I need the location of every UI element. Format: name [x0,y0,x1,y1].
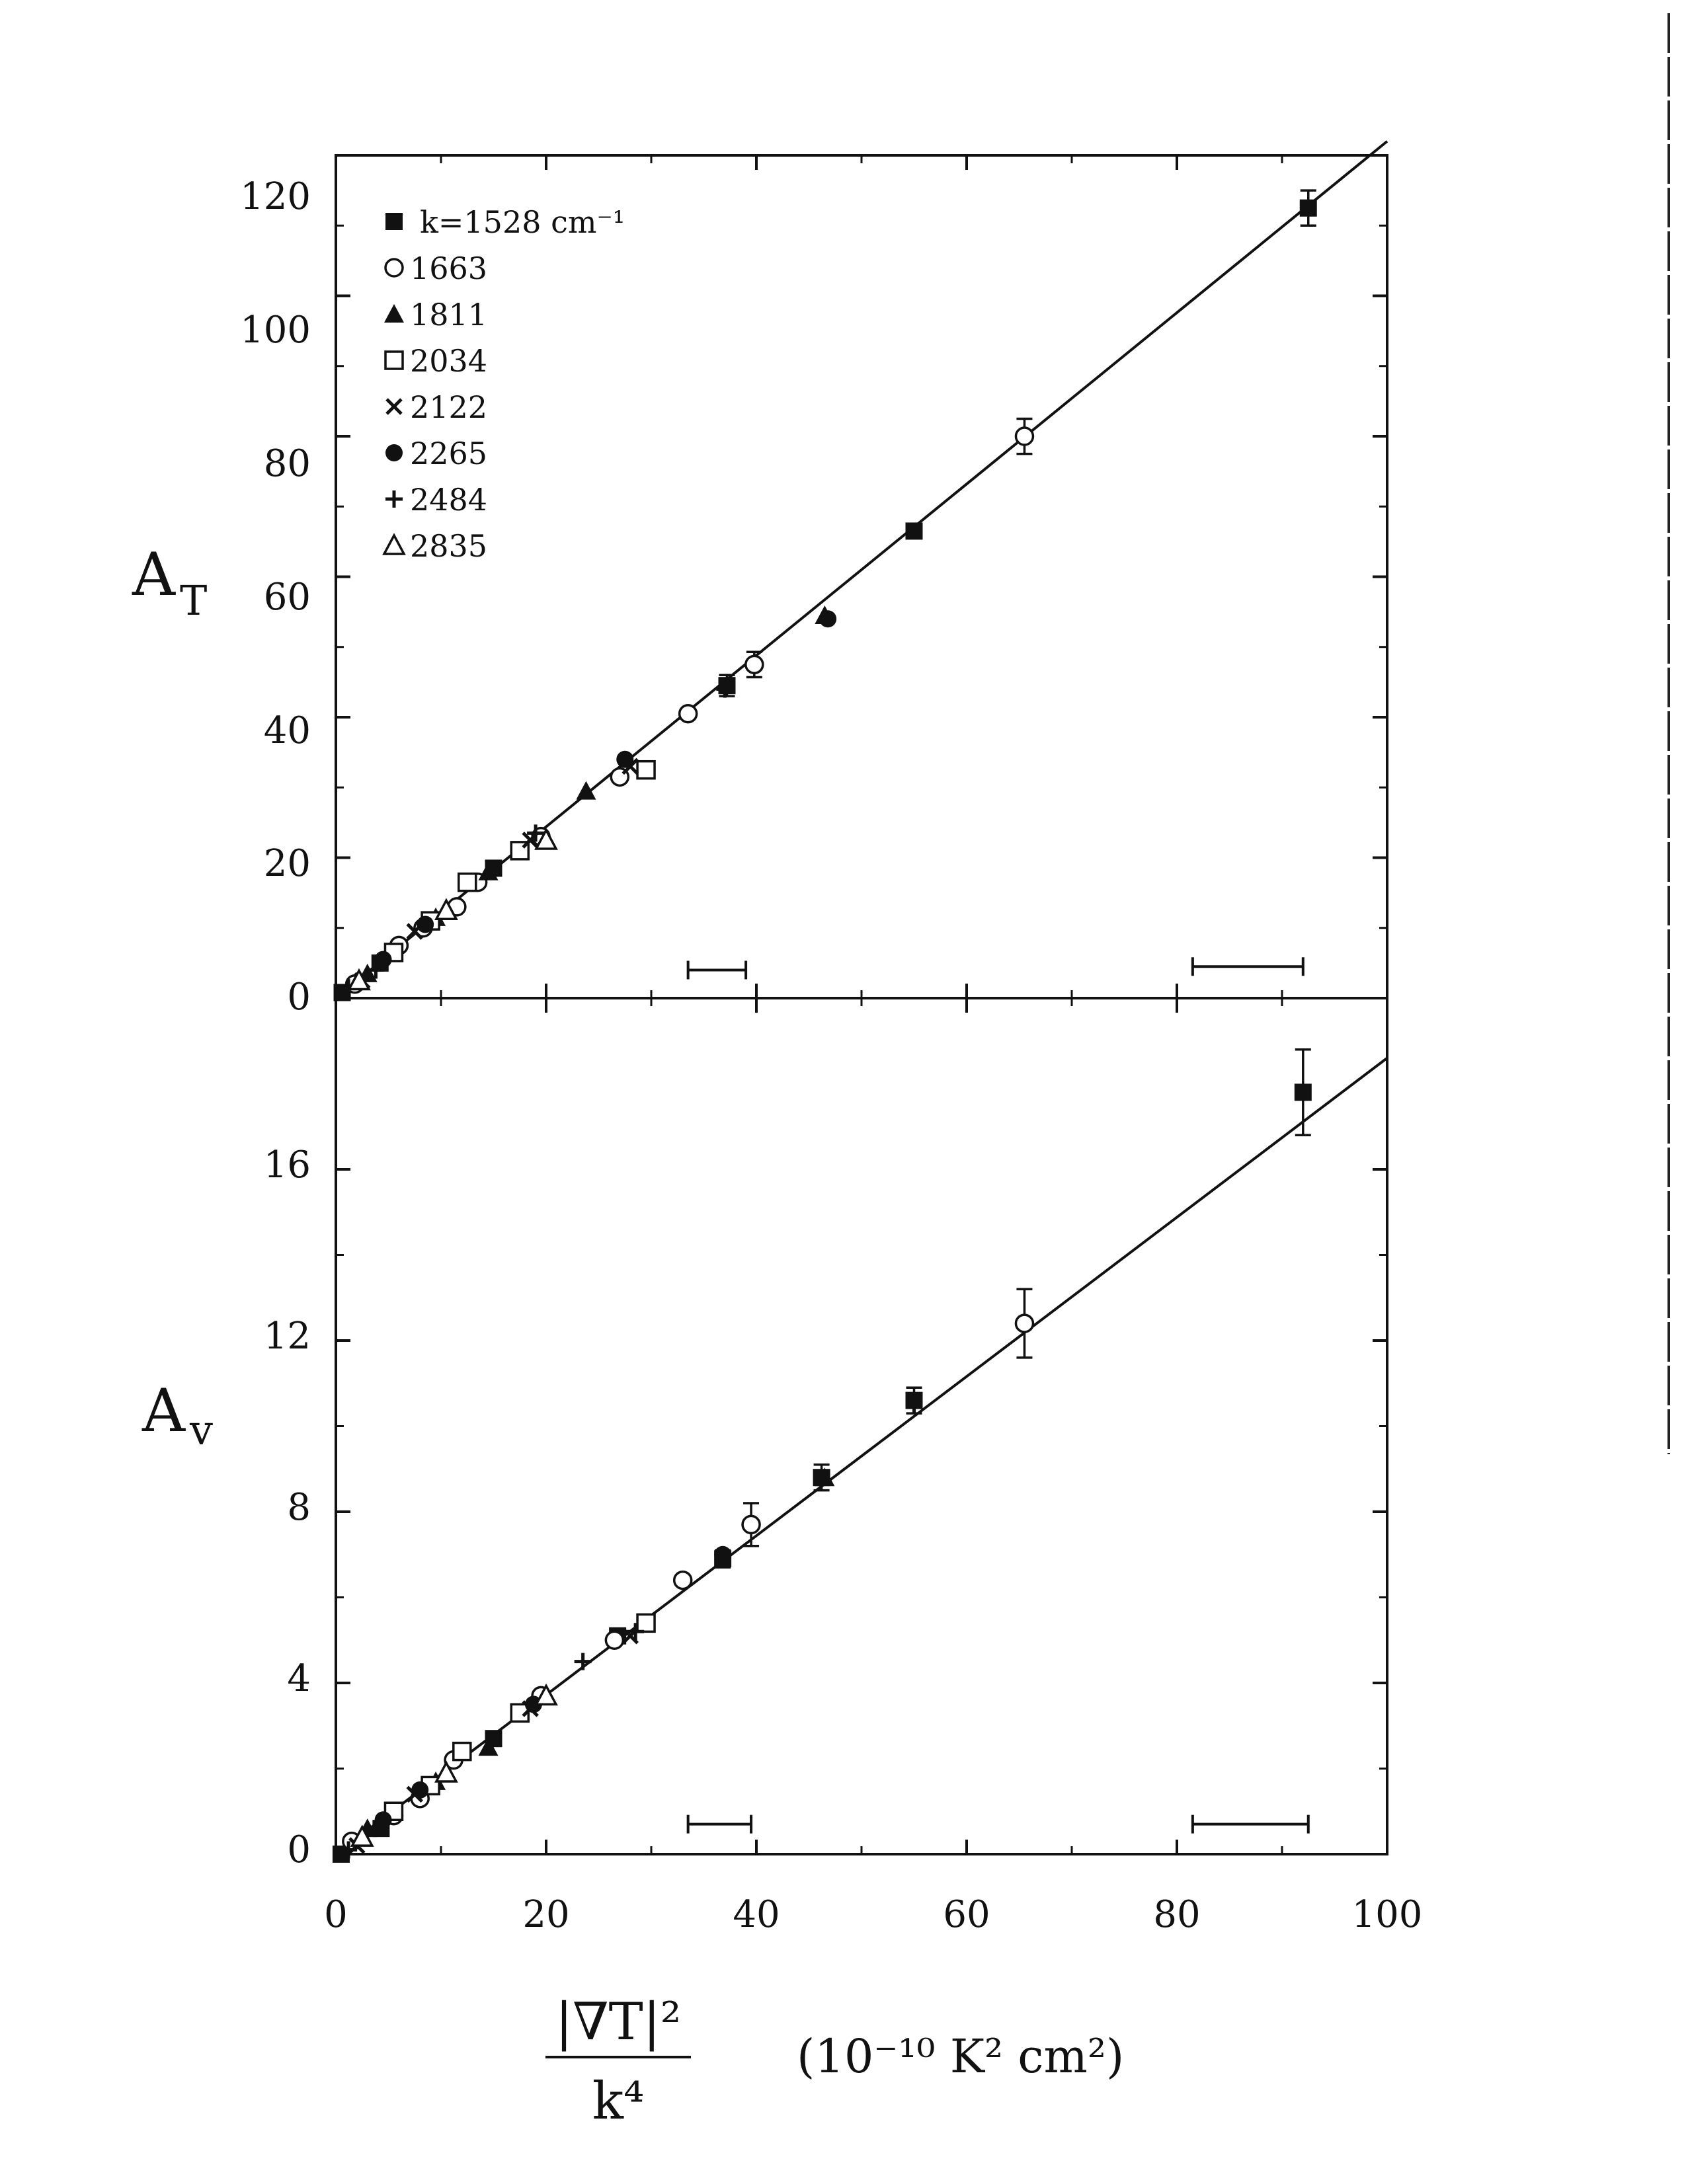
data-point [1016,1315,1033,1332]
data-point [637,1614,655,1631]
bottom-panel-frame [336,998,1387,1854]
legend-marker [385,352,403,369]
legend-label: k=1528 cm⁻¹ [420,204,625,240]
top-y-tick-label: 0 [287,976,311,1019]
x-tick-label: 20 [522,1893,570,1936]
data-point [417,916,434,933]
bottom-y-tick-label: 4 [287,1657,311,1700]
x-tick-label: 40 [733,1893,780,1936]
data-point [411,1781,428,1799]
bottom-y-tick-label: 16 [263,1144,311,1187]
legend-label: 2265 [410,436,488,471]
legend-marker [384,535,404,554]
top-y-axis-label: A [132,540,175,609]
top-y-tick-label: 100 [240,309,311,352]
bottom-y-tick-label: 8 [287,1486,311,1529]
x-axis-label-numerator: |∇T|² [555,1992,682,2052]
bottom-y-tick-label: 12 [263,1315,311,1358]
legend-label: 1811 [410,297,488,332]
data-point [906,522,923,539]
data-point [1295,1083,1312,1101]
legend-marker [385,490,403,508]
x-tick-label: 80 [1153,1893,1201,1936]
top-panel-plot [334,141,1387,1001]
data-point [606,1631,623,1649]
data-point [454,1743,471,1760]
top-y-tick-label: 80 [263,442,311,485]
x-error-bar [1193,957,1303,976]
data-point [743,1516,760,1533]
bottom-y-tick-label: 0 [287,1828,311,1871]
data-point [575,1653,592,1670]
x-error-bar [1193,1815,1308,1834]
data-point [680,705,697,722]
top-y-tick-label: 40 [263,709,311,752]
data-point [576,781,596,800]
data-point [714,1546,731,1563]
bottom-y-axis-label-sub: v [190,1406,214,1454]
legend-markers [384,213,404,554]
data-point [1300,200,1317,217]
legend-label: 2122 [410,389,488,425]
x-error-bar [688,1815,751,1834]
top-y-tick-label: 120 [240,175,311,218]
legend-label: 1663 [410,251,488,286]
x-axis-label-units: (10⁻¹⁰ K² cm²) [797,2029,1125,2084]
legend-marker [384,304,404,323]
legend-label: 2484 [410,482,488,518]
bottom-y-axis-label: A [142,1376,185,1446]
data-point [375,1811,392,1828]
data-point [674,1572,692,1589]
legend-marker [385,444,403,461]
data-point [616,751,633,768]
bottom-panel-plot [333,1050,1387,1863]
legend-label: 2034 [410,343,488,379]
legend-marker [385,213,403,230]
x-tick-label: 60 [943,1893,990,1936]
data-point [1016,428,1033,445]
bottom-panel-ticks [336,998,1387,1854]
x-error-bar [688,961,746,980]
legend-marker [385,259,403,276]
data-point [819,610,836,627]
top-y-tick-label: 60 [263,576,311,619]
data-point [637,761,655,779]
top-y-tick-label: 20 [263,842,311,885]
legend [384,204,625,564]
legend-label: 2835 [410,528,488,564]
legend-marker [387,399,401,414]
data-point [459,874,476,891]
top-y-axis-label-sub: T [180,576,208,625]
x-axis-label-denominator: k⁴ [592,2072,645,2131]
x-tick-label: 0 [324,1893,348,1936]
data-point [746,656,763,673]
data-point [718,677,735,694]
x-tick-label: 100 [1351,1893,1423,1936]
